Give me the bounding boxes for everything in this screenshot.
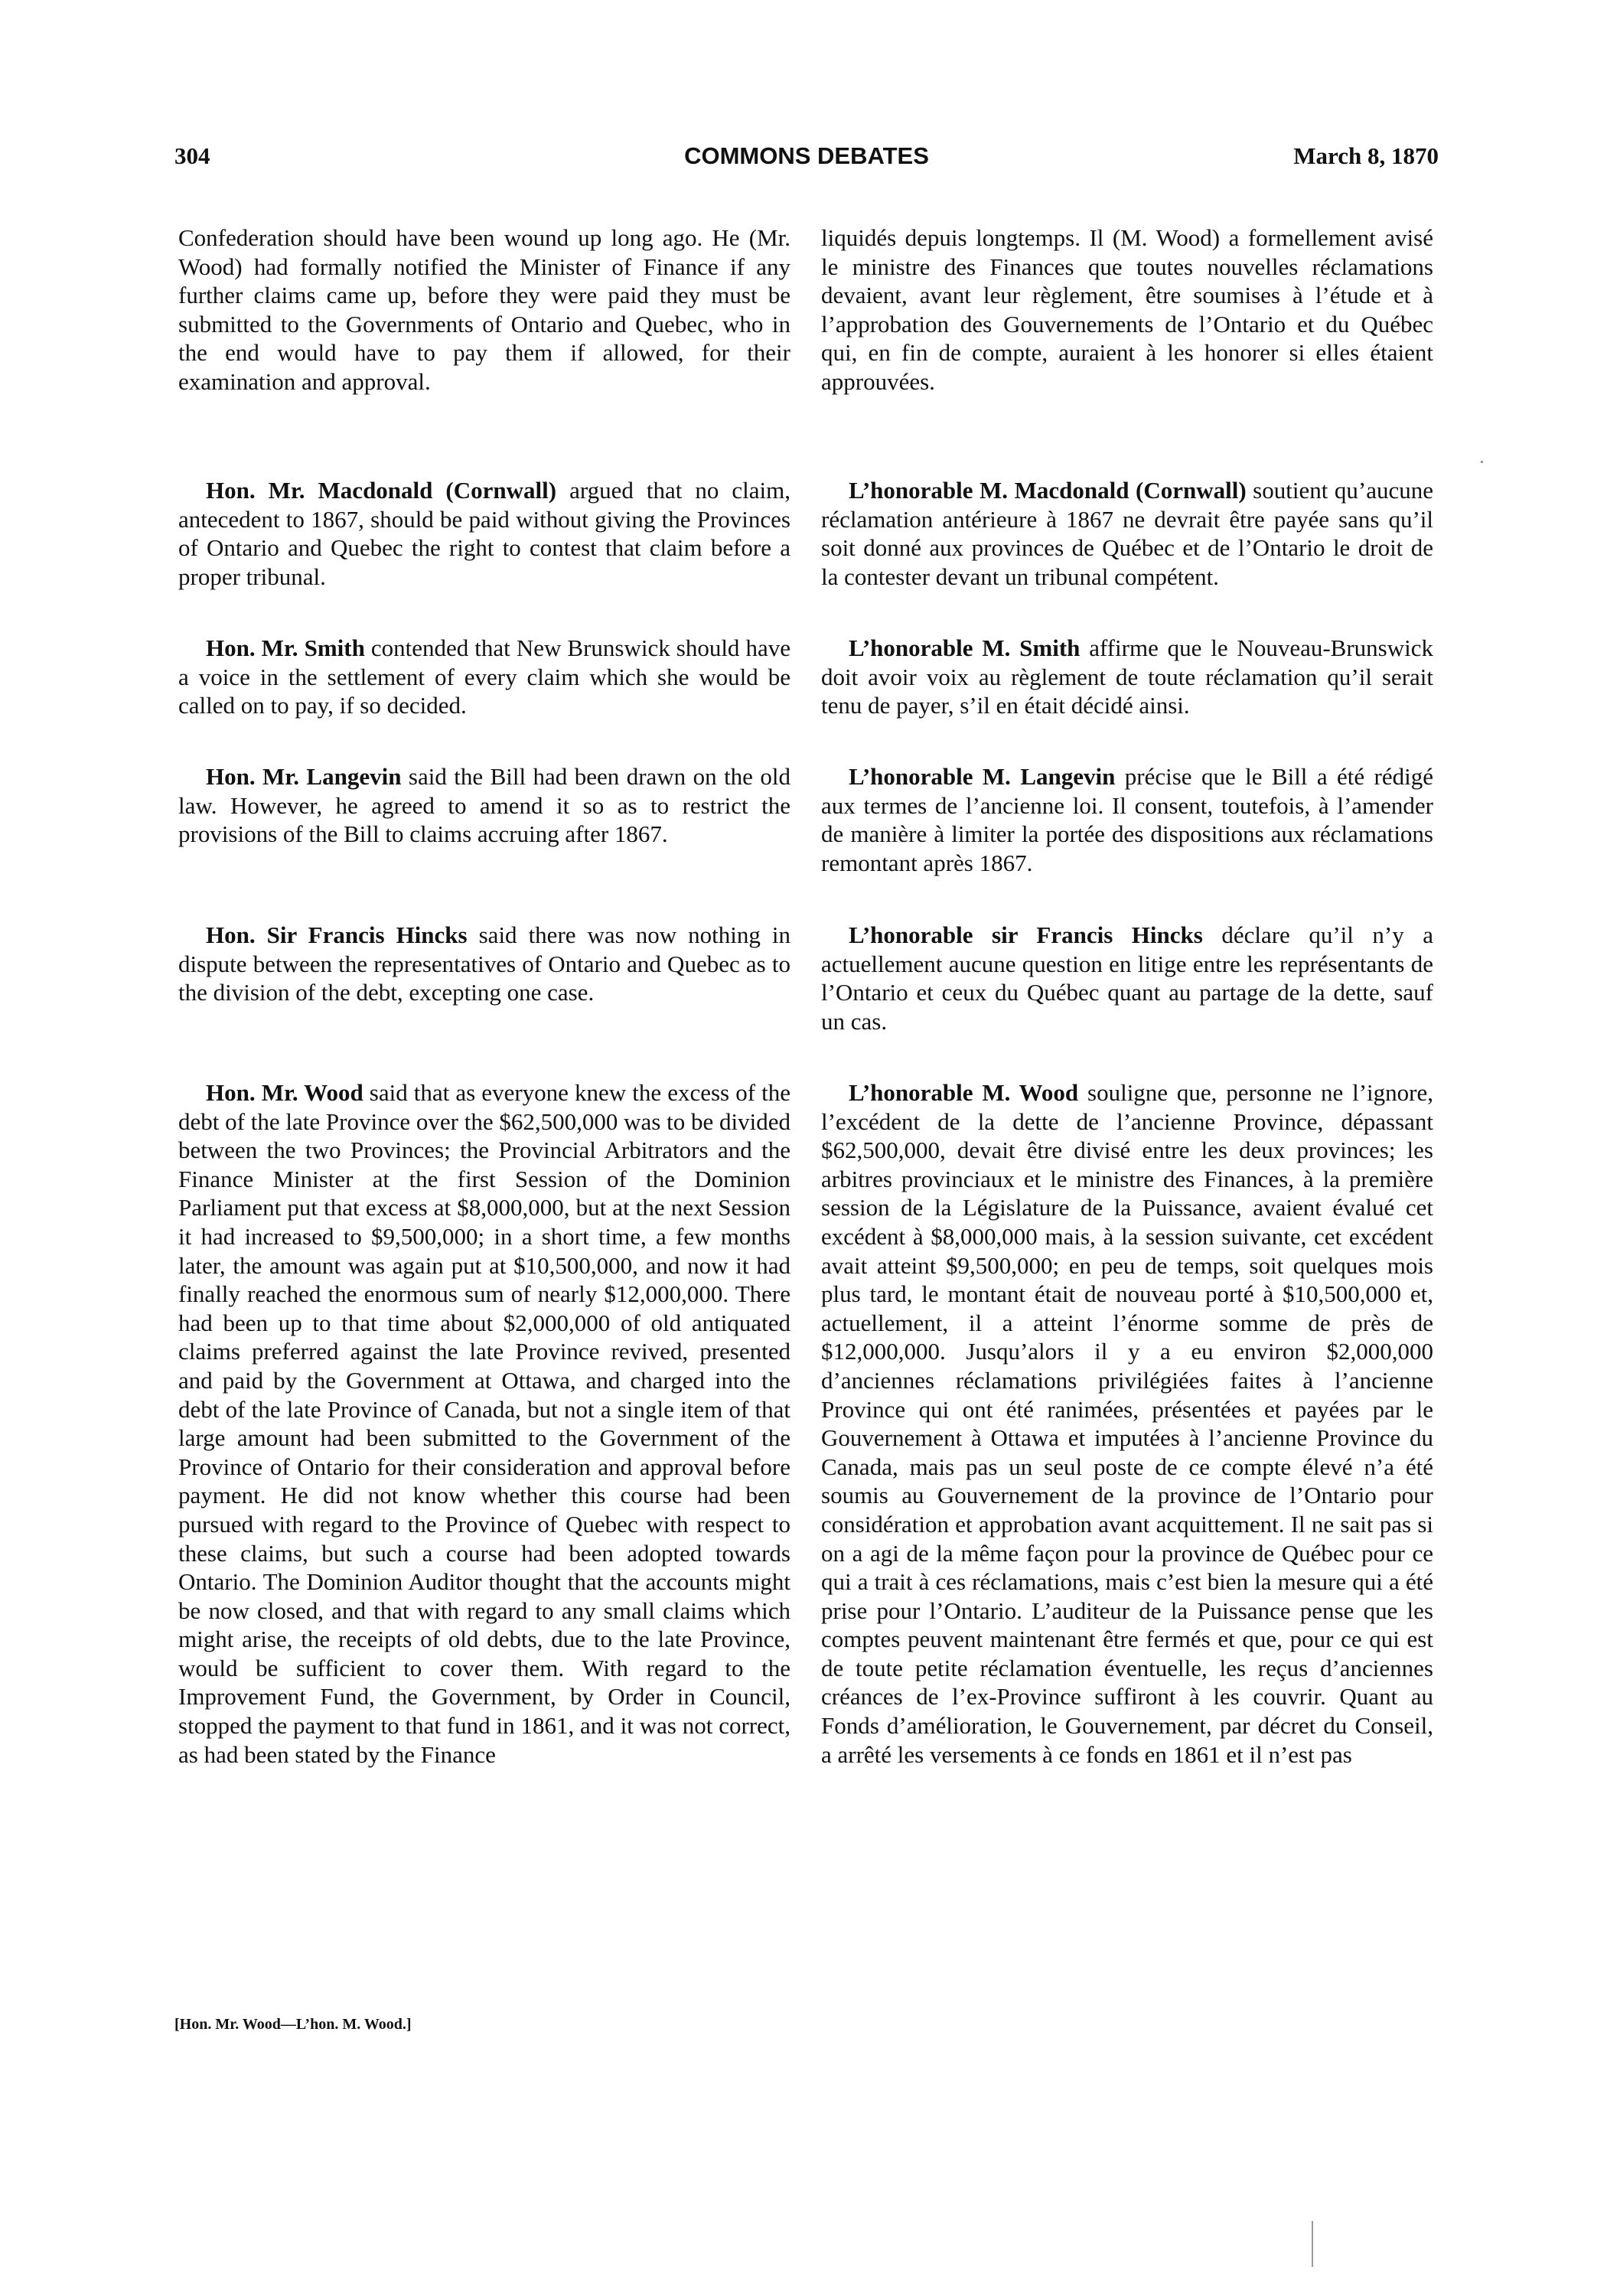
page-date: March 8, 1870 [1293, 142, 1439, 169]
speaker-name: L’honorable M. Wood [849, 1079, 1079, 1106]
speaker-name: Hon. Mr. Macdonald (Cornwall) [206, 477, 557, 504]
speaker-name: L’honorable M. Langevin [849, 763, 1116, 790]
page-number: 304 [174, 142, 210, 169]
speaker-name: Hon. Mr. Smith [206, 634, 365, 661]
french-paragraph: L’honorable M. Langevin précise que le Bill a été rédigé aux termes de l’ancienne loi. Il consent, toutefois, à l’amender de manière à limiter la portée des dispositions aux réclamations remontant après 1867. [821, 763, 1433, 876]
french-paragraph: liquidés depuis longtemps. Il (M. Wood) a formellement avisé le ministre des Finances que toutes nouvelles réclamations devaient, avant leur règlement, être soumises à l’étude et à l’approbation des Gouvernements de l’Ontario et du Québec qui, en fin de compte, auraient à les honorer si elles étaient approuvées. [821, 224, 1433, 395]
speaker-name: L’honorable M. Smith [849, 634, 1081, 661]
speaker-name: L’honorable sir Francis Hincks [849, 921, 1203, 948]
french-paragraph: L’honorable M. Smith affirme que le Nouveau-Brunswick doit avoir voix au règlement de toute réclamation qu’il serait tenu de payer, s’il en était décidé ainsi. [821, 634, 1433, 719]
french-paragraph: L’honorable M. Macdonald (Cornwall) soutient qu’aucune réclamation antérieure à 1867 ne devrait être payée sans qu’il soit donné aux provinces de Québec et de l’Ontario le droit de la contester devant un tribunal compétent. [821, 477, 1433, 590]
french-paragraph: L’honorable M. Wood souligne que, personne ne l’ignore, l’excédent de la dette de l’ancienne Province, dépassant $62,500,000, devait être divisé entre les deux provinces; les arbitres provinciaux et le ministre des Finances, à la première session de la Législature de la Puissance, avaient évalué cet excédent à $8,000,000 mais, à la session suivante, cet excédent avait atteint $9,500,000; en peu de temps, soit quelques mois plus tard, le montant était de nouveau porté à $10,500,000 et, actuellement, il a atteint l’énorme somme de près de $12,000,000. Jusqu’alors il y a eu environ $2,000,000 d’anciennes réclamations privilégiées faites à l’ancienne Province qui ont été ranimées, présentées et payées par le Gouvernement à Ottawa et imputées à l’ancienne Province du Canada, mais pas un seul poste de ce compte élevé n’a été soumis au Gouvernement de la province de l’Ontario pour considération et approbation avant acquittement. Il ne sait pas si on a agi de la même façon pour la province de Québec pour ce qui a trait à ces réclamations, mais c’est bien la mesure qui a été prise pour l’Ontario. L’auditeur de la Puissance pense que les comptes peuvent maintenant être fermés et que, pour ce qui est de toute petite réclamation éventuelle, les reçus d’anciennes créances de l’ex-Province suffiront à les couvrir. Quant au Fonds d’amélioration, le Gouvernement, par décret du Conseil, a arrêté les versements à ce fonds en 1861 et il n’est pas [821, 1079, 1433, 1768]
english-paragraph: Hon. Mr. Langevin said the Bill had been drawn on the old law. However, he agreed to amend it so as to restrict the provisions of the Bill to claims accruing after 1867. [178, 763, 790, 848]
footer-note: [Hon. Mr. Wood—L’hon. M. Wood.] [174, 2016, 412, 2033]
english-paragraph: Hon. Sir Francis Hincks said there was now nothing in dispute between the representatives of Ontario and Quebec as to the division of the debt, excepting one case. [178, 921, 791, 1006]
english-paragraph: Hon. Mr. Smith contended that New Brunswick should have a voice in the settlement of every claim which she would be called on to pay, if so decided. [178, 634, 790, 719]
page-title: COMMONS DEBATES [684, 142, 929, 169]
english-paragraph: Hon. Mr. Macdonald (Cornwall) argued that no claim, antecedent to 1867, should be paid without giving the Provinces of Ontario and Quebec the right to contest that claim before a proper tribunal. [178, 477, 791, 590]
speaker-name: Hon. Mr. Wood [206, 1079, 363, 1106]
page-header [174, 142, 1439, 181]
speaker-name: Hon. Sir Francis Hincks [206, 921, 468, 948]
scan-speck [1481, 461, 1483, 463]
english-paragraph: Hon. Mr. Wood said that as everyone knew the excess of the debt of the late Province over the $62,500,000 was to be divided between the two Provinces; the Provincial Arbitrators and the Finance Minister at the first Session of the Dominion Parliament put that excess at $8,000,000, but at the next Session it had increased to $9,500,000; in a short time, a few months later, the amount was again put at $10,500,000, and now it had finally reached the enormous sum of nearly $12,000,000. There had been up to that time about $2,000,000 of old antiquated claims preferred against the late Province revived, presented and paid by the Government at Ottawa, and charged into the debt of the late Province of Canada, but not a single item of that large amount had been submitted to the Government of the Province of Ontario for their consideration and approval before payment. He did not know whether this course had been pursued with regard to the Province of Quebec with respect to these claims, but such a course had been adopted towards Ontario. The Dominion Auditor thought that the accounts might be now closed, and that with regard to any small claims which might arise, the receipts of old debts, due to the late Province, would be sufficient to cover them. With regard to the Improvement Fund, the Government, by Order in Council, stopped the payment to that fund in 1861, and it was not correct, as had been stated by the Finance [178, 1079, 790, 1768]
english-paragraph: Confederation should have been wound up long ago. He (Mr. Wood) had formally notified the Minister of Finance if any further claims came up, before they were paid they must be submitted to the Governments of Ontario and Quebec, who in the end would have to pay them if allowed, for their examination and approval. [178, 224, 790, 395]
speaker-name: L’honorable M. Macdonald (Cornwall) [849, 477, 1247, 504]
scan-mark [1312, 2221, 1313, 2267]
french-paragraph: L’honorable sir Francis Hincks déclare qu’il n’y a actuellement aucune question en litige entre les représentants de l’Ontario et ceux du Québec quant au partage de la dette, sauf un cas. [821, 921, 1433, 1035]
speaker-name: Hon. Mr. Langevin [206, 763, 402, 790]
